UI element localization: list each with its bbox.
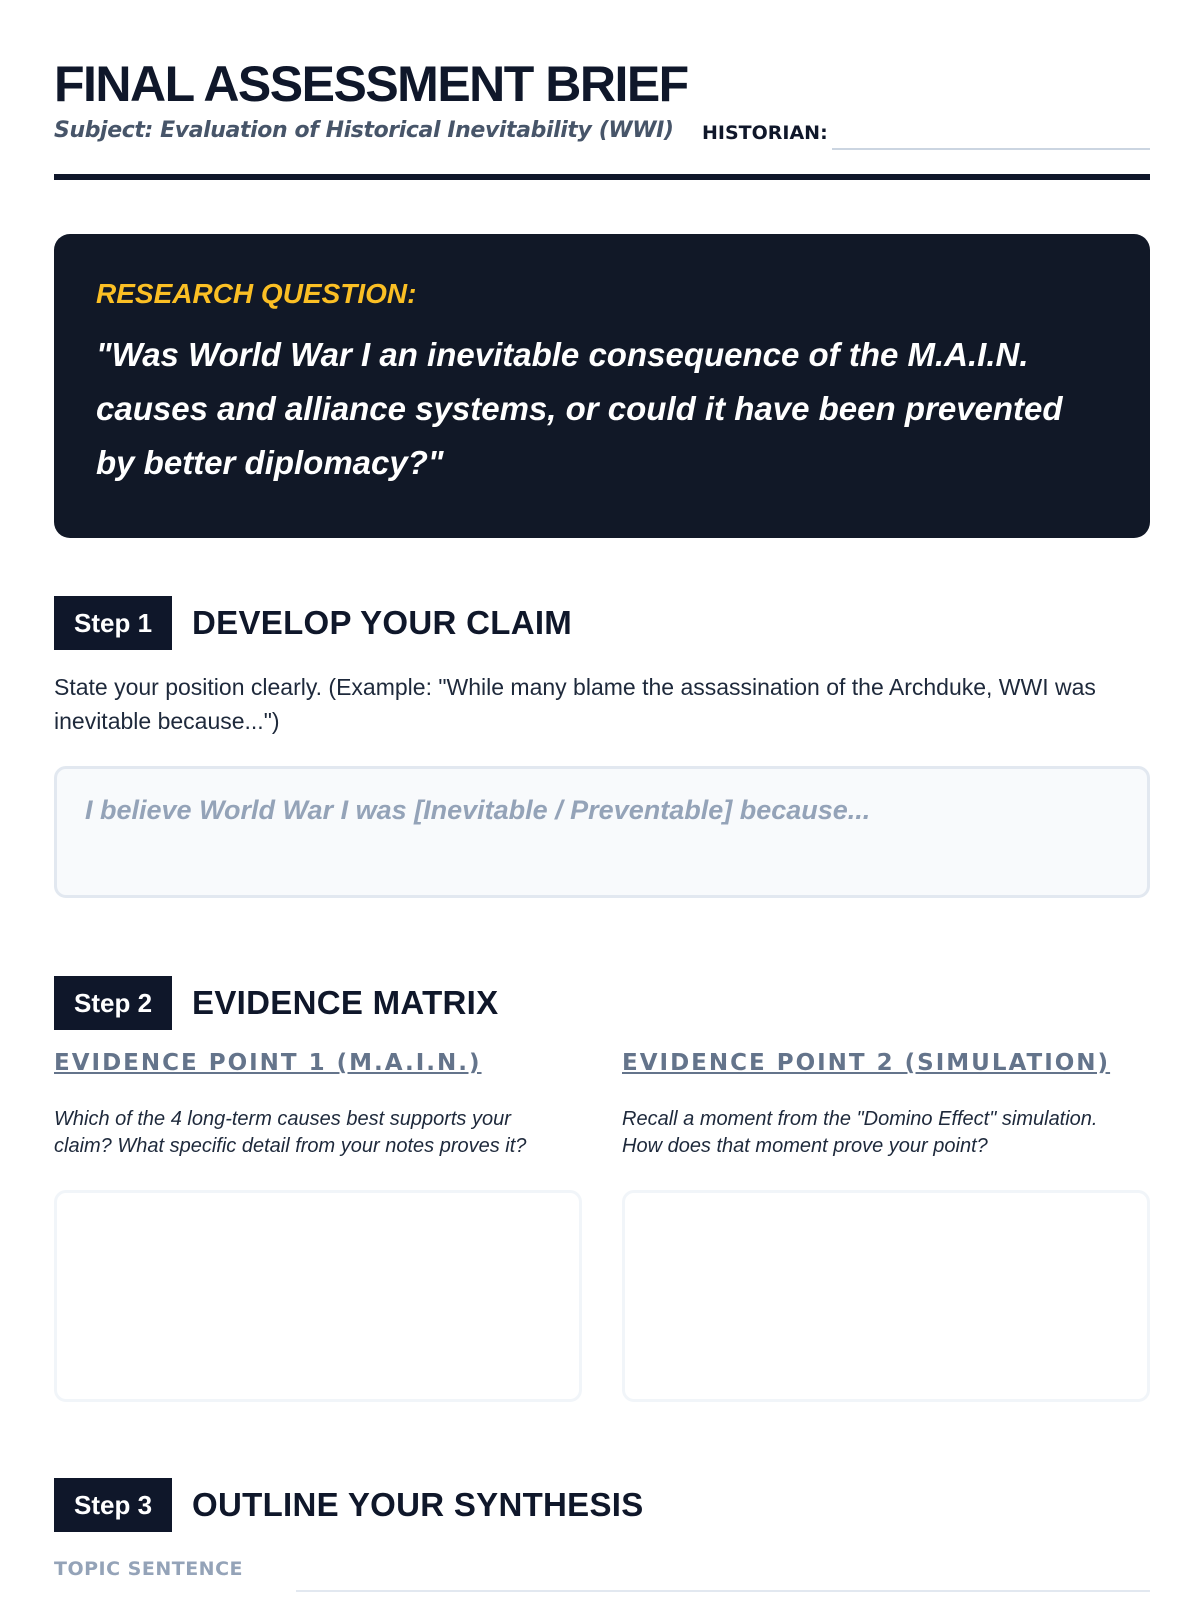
step-2-badge: Step 2 (54, 976, 172, 1030)
historian-label: HISTORIAN: (702, 122, 828, 144)
evidence-point-1-prompt: Which of the 4 long-term causes best supports your claim? What specific detail from your notes proves it? (54, 1108, 527, 1157)
step-1-instructions: State your position clearly. (Example: "While many blame the assassination of the Archduke, WWI was inevitable because...") (54, 674, 1096, 734)
claim-box[interactable] (54, 766, 1150, 898)
header-divider (54, 174, 1150, 180)
historian-name-field[interactable] (832, 148, 1150, 150)
evidence-point-1-input[interactable] (57, 1193, 579, 1399)
subject-text: Subject: Evaluation of Historical Inevitability (WWI) (54, 118, 674, 143)
page-title: FINAL ASSESSMENT BRIEF (54, 56, 688, 112)
step-3-header (54, 1478, 644, 1532)
subject-row (54, 116, 1150, 150)
step-1-header (54, 596, 572, 650)
topic-sentence-label: TOPIC SENTENCE (54, 1558, 243, 1580)
evidence-point-1-heading: EVIDENCE POINT 1 (M.A.I.N.) (54, 1050, 482, 1076)
step-3-badge: Step 3 (54, 1478, 172, 1532)
claim-input[interactable] (85, 795, 1119, 826)
document-header (54, 56, 1150, 150)
step-2-header (54, 976, 498, 1030)
step-2-title: EVIDENCE MATRIX (192, 984, 499, 1021)
research-question-label: RESEARCH QUESTION: (96, 278, 417, 309)
evidence-point-1-box[interactable] (54, 1190, 582, 1402)
evidence-point-2-heading: EVIDENCE POINT 2 (SIMULATION) (622, 1050, 1111, 1076)
evidence-point-2-prompt: Recall a moment from the "Domino Effect" simulation. How does that moment prove your point? (622, 1108, 1098, 1157)
topic-sentence-field[interactable] (296, 1590, 1150, 1592)
research-question-text: "Was World War I an inevitable consequence of the M.A.I.N. causes and alliance systems, or could it have been prevented by better diplomacy?" (96, 336, 1063, 481)
step-1-badge: Step 1 (54, 596, 172, 650)
research-question-box (54, 234, 1150, 538)
evidence-point-2-input[interactable] (625, 1193, 1147, 1399)
step-1-title: DEVELOP YOUR CLAIM (192, 604, 573, 641)
step-3-title: OUTLINE YOUR SYNTHESIS (192, 1486, 644, 1523)
evidence-point-2-box[interactable] (622, 1190, 1150, 1402)
